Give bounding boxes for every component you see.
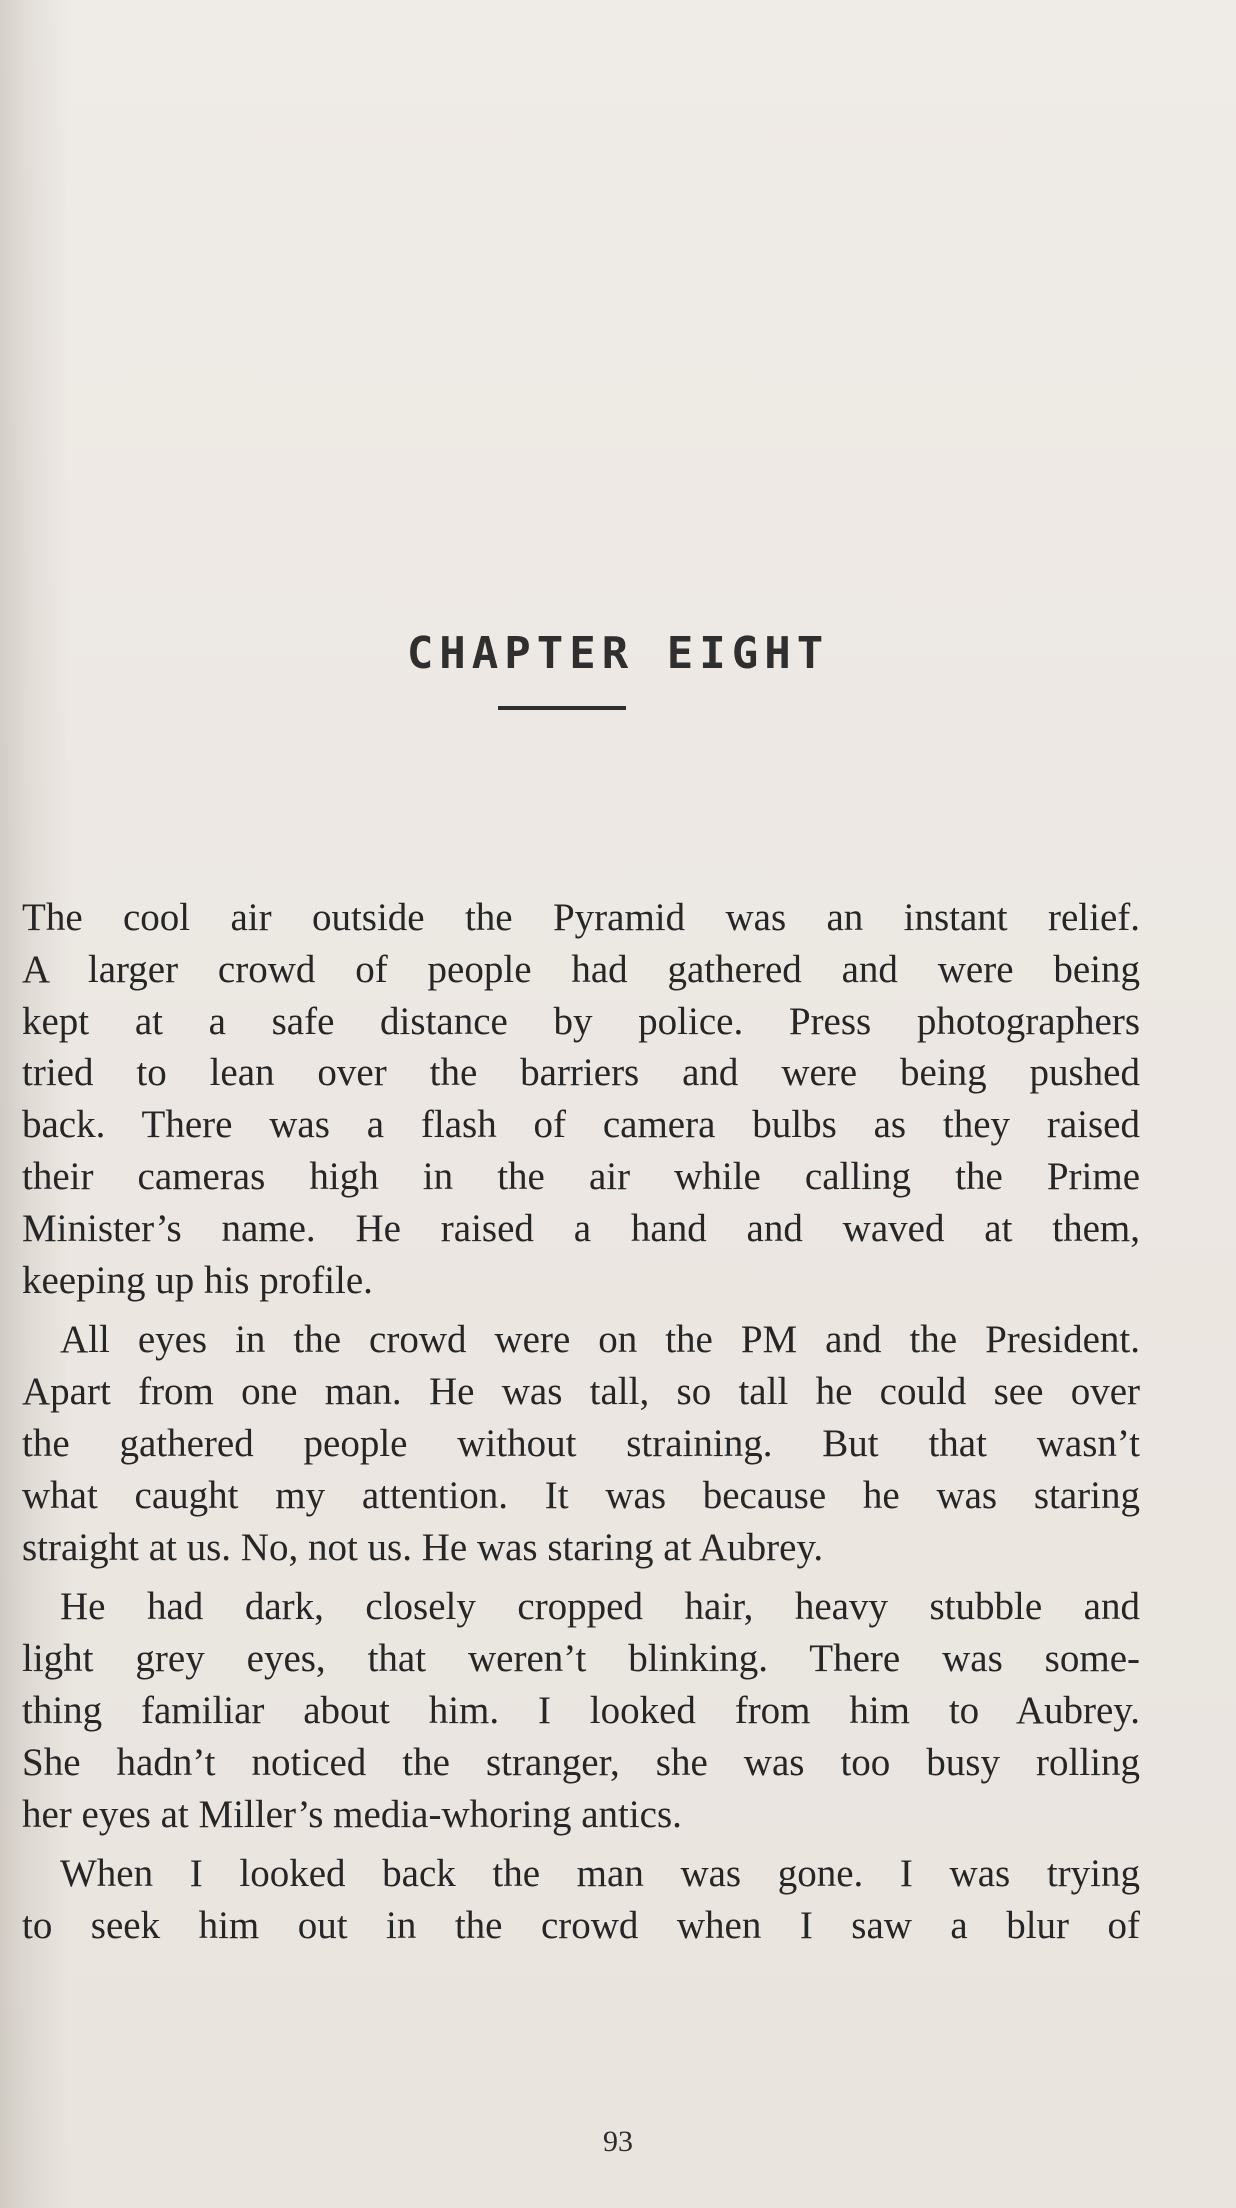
body-text <box>22 892 1140 1960</box>
text-line: keeping up his profile. <box>22 1258 373 1302</box>
text-line: thing familiar about him. I looked from him to Aubrey. <box>22 1688 1140 1732</box>
chapter-title-rule <box>498 706 626 710</box>
text-line: All eyes in the crowd were on the PM and the President. <box>60 1318 1140 1362</box>
text-line: Apart from one man. He was tall, so tall he could see over <box>22 1370 1140 1414</box>
text-line: straight at us. No, not us. He was staring at Aubrey. <box>22 1525 824 1569</box>
text-line: Minister’s name. He raised a hand and waved at them, <box>22 1206 1140 1250</box>
text-line: the gathered people without straining. But that wasn’t <box>22 1421 1140 1465</box>
text-line: A larger crowd of people had gathered and were being <box>22 947 1140 991</box>
text-line: He had dark, closely cropped hair, heavy stubble and <box>60 1585 1140 1629</box>
text-line: When I looked back the man was gone. I was trying <box>60 1852 1140 1896</box>
page-number: 93 <box>603 2125 633 2158</box>
paragraph-1 <box>22 892 1140 1306</box>
text-line: back. There was a flash of camera bulbs as they raised <box>22 1103 1140 1147</box>
text-line: her eyes at Miller’s media-whoring antics. <box>22 1792 682 1836</box>
text-line: light grey eyes, that weren’t blinking. There was some- <box>22 1637 1140 1681</box>
text-line: their cameras high in the air while calling the Prime <box>22 1154 1140 1198</box>
text-line: to seek him out in the crowd when I saw a blur of <box>22 1904 1140 1948</box>
paragraph-3 <box>22 1581 1140 1840</box>
text-line: tried to lean over the barriers and were being pushed <box>22 1051 1140 1095</box>
text-line: She hadn’t noticed the stranger, she was too busy rolling <box>22 1740 1140 1784</box>
text-line: The cool air outside the Pyramid was an instant relief. <box>22 896 1140 939</box>
text-line: what caught my attention. It was because he was staring <box>22 1473 1140 1517</box>
text-line: kept at a safe distance by police. Press photographers <box>22 999 1140 1043</box>
chapter-title: CHAPTER EIGHT <box>406 628 830 679</box>
paragraph-2 <box>22 1314 1140 1573</box>
paragraph-4 <box>22 1848 1140 1952</box>
